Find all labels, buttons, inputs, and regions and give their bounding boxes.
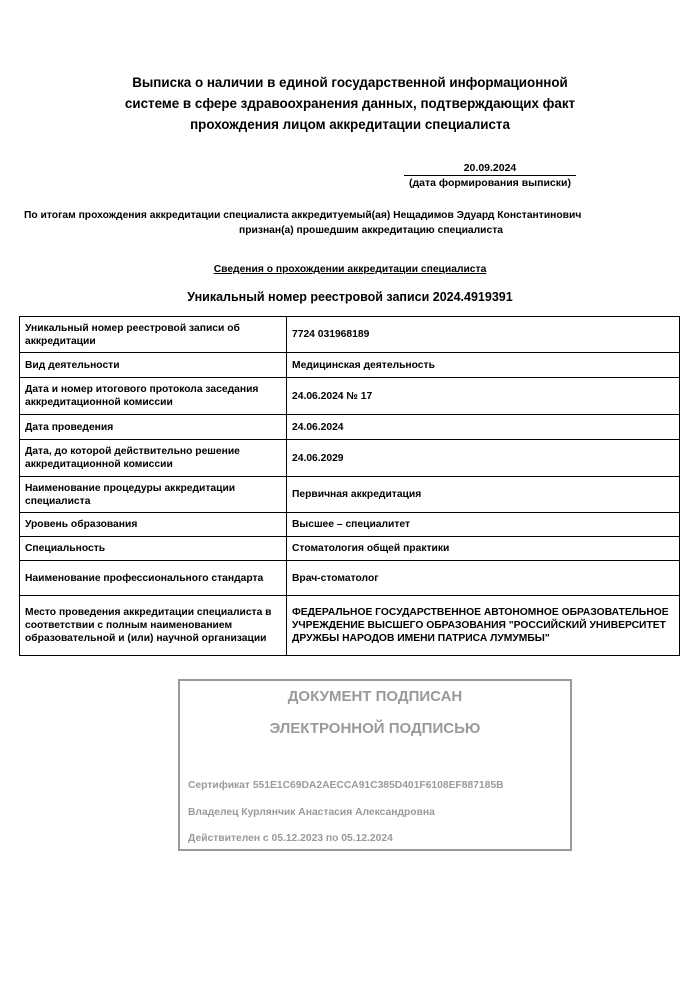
row-label: Вид деятельности xyxy=(20,353,287,378)
row-value: 24.06.2029 xyxy=(287,440,680,477)
result-line-2: признан(а) прошедшим аккредитацию специалиста xyxy=(238,224,504,236)
row-value: Высшее – специалитет xyxy=(287,513,680,537)
issue-date-block xyxy=(404,161,576,191)
stamp-heading-1: ДОКУМЕНТ ПОДПИСАН xyxy=(287,688,463,705)
table-row xyxy=(20,378,680,415)
row-label: Уровень образования xyxy=(20,513,287,537)
accreditation-result xyxy=(24,209,684,238)
certificate-owner: Владелец Курлянчик Анастасия Александровна xyxy=(188,807,435,818)
table-row xyxy=(20,561,680,596)
row-value: 24.06.2024 xyxy=(287,415,680,440)
registry-number-title: Уникальный номер реестровой записи 2024.4919391 xyxy=(187,290,513,304)
table-row xyxy=(20,513,680,537)
title-line: Выписка о наличии в единой государственной информационной xyxy=(132,75,568,90)
row-label: Место проведения аккредитации специалиста в соответствии с полным наименованием образовательной и (или) научной организации xyxy=(20,596,287,656)
title-line: прохождения лицом аккредитации специалиста xyxy=(190,117,510,132)
table-row xyxy=(20,477,680,513)
table-row xyxy=(20,537,680,561)
row-value: Стоматология общей практики xyxy=(287,537,680,561)
row-label: Уникальный номер реестровой записи об аккредитации xyxy=(20,317,287,353)
section-title: Сведения о прохождении аккредитации специалиста xyxy=(213,264,487,275)
table-row xyxy=(20,596,680,656)
row-value: Врач-стоматолог xyxy=(287,561,680,596)
document-title xyxy=(0,72,700,135)
issue-date: 20.09.2024 xyxy=(404,161,576,176)
table-row xyxy=(20,353,680,378)
row-label: Дата, до которой действительно решение аккредитационной комиссии xyxy=(20,440,287,477)
certificate-number: Сертификат 551E1C69DA2AECCA91C385D401F6108EF887185B xyxy=(188,780,504,791)
accreditation-table xyxy=(19,316,680,656)
table-row xyxy=(20,440,680,477)
row-value: 7724 031968189 xyxy=(287,317,680,353)
row-label: Наименование профессионального стандарта xyxy=(20,561,287,596)
result-line-1: По итогам прохождения аккредитации специалиста аккредитуемый(ая) Нещадимов Эдуард Константинович xyxy=(24,210,582,221)
stamp-heading-2: ЭЛЕКТРОННОЙ ПОДПИСЬЮ xyxy=(269,720,481,737)
row-label: Дата проведения xyxy=(20,415,287,440)
table-row xyxy=(20,317,680,353)
row-label: Наименование процедуры аккредитации специалиста xyxy=(20,477,287,513)
issue-date-caption: (дата формирования выписки) xyxy=(409,177,571,189)
row-label: Дата и номер итогового протокола заседания аккредитационной комиссии xyxy=(20,378,287,415)
row-value: Медицинская деятельность xyxy=(287,353,680,378)
row-value: ФЕДЕРАЛЬНОЕ ГОСУДАРСТВЕННОЕ АВТОНОМНОЕ ОБРАЗОВАТЕЛЬНОЕ УЧРЕЖДЕНИЕ ВЫСШЕГО ОБРАЗОВАНИЯ "РОССИЙСКИЙ УНИВЕРСИТЕТ ДРУЖБЫ НАРОДОВ ИМЕНИ ПАТРИСА ЛУМУМБЫ" xyxy=(287,596,680,656)
certificate-validity: Действителен с 05.12.2023 по 05.12.2024 xyxy=(188,833,393,844)
row-value: 24.06.2024 № 17 xyxy=(287,378,680,415)
electronic-signature-stamp xyxy=(178,679,572,851)
row-label: Специальность xyxy=(20,537,287,561)
title-line: системе в сфере здравоохранения данных, подтверждающих факт xyxy=(124,96,576,111)
table-row xyxy=(20,415,680,440)
row-value: Первичная аккредитация xyxy=(287,477,680,513)
